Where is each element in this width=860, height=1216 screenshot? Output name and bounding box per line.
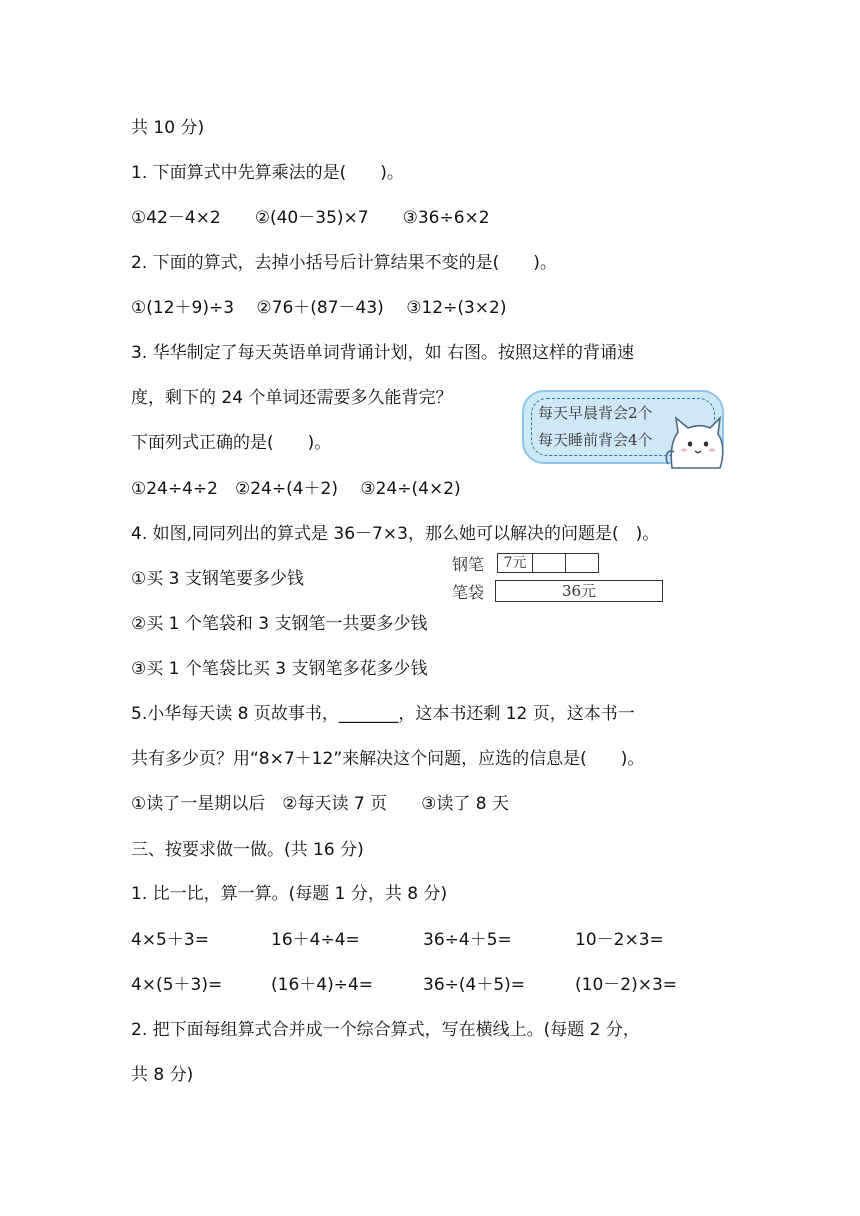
calc-item: 4×5＋3= (131, 930, 209, 950)
question-4-option-3: ③买 1 个笔袋比买 3 支钢笔多花多少钱 (131, 659, 428, 679)
pen-label: 钢笔 (452, 555, 485, 574)
memo-line-2: 每天睡前背会4个 (538, 431, 653, 449)
question-2-options: ①(12＋9)÷3 ②76＋(87－43) ③12÷(3×2) (131, 298, 507, 318)
question-2: 2. 下面的算式，去掉小括号后计算结果不变的是( )。 (131, 253, 557, 273)
bag-label: 笔袋 (452, 583, 485, 602)
calc-item: (16＋4)÷4= (271, 975, 374, 995)
calc-item: 4×(5＋3)= (131, 975, 223, 995)
calc-item: 16＋4÷4= (271, 930, 360, 950)
pen-box-2 (532, 553, 566, 573)
cat-icon (664, 412, 726, 470)
question-3-line-c: 下面列式正确的是( )。 (131, 433, 332, 453)
calc-item: 36÷(4＋5)= (423, 975, 526, 995)
calc-row-2 (131, 973, 677, 997)
bag-box: 36元 (495, 580, 663, 602)
pen-box-1: 7元 (497, 553, 533, 573)
question-3-line-b: 度，剩下的 24 个单词还需要多久能背完？ (131, 388, 453, 408)
question-4: 4. 如图,同同列出的算式是 36－7×3，那么她可以解决的问题是( )。 (131, 524, 660, 544)
question-3-options: ①24÷4÷2 ②24÷(4＋2) ③24÷(4×2) (131, 479, 461, 499)
calc-row-1 (131, 928, 664, 952)
question-4-option-1: ①买 3 支钢笔要多少钱 (131, 569, 304, 589)
pen-box-3 (565, 553, 599, 573)
question-1: 1. 下面算式中先算乘法的是( )。 (131, 163, 404, 183)
section-3-heading: 三、按要求做一做。(共 16 分) (131, 840, 364, 860)
question-5-line-a: 5.小华每天读 8 页故事书，_______，这本书还剩 12 页，这本书一 (131, 704, 635, 724)
line-0: 共 10 分) (131, 118, 205, 138)
section-3-question-2-line-a: 2. 把下面每组算式合并成一个综合算式，写在横线上。(每题 2 分， (131, 1020, 640, 1040)
question-3-line-a: 3. 华华制定了每天英语单词背诵计划，如 右图。按照这样的背诵速 (131, 343, 635, 363)
section-3-question-1: 1. 比一比，算一算。(每题 1 分，共 8 分) (131, 884, 448, 904)
calc-item: 10－2×3= (575, 930, 664, 950)
memo-line-1: 每天早晨背会2个 (538, 404, 653, 422)
calc-item: (10－2)×3= (575, 975, 678, 995)
question-5-options: ①读了一星期以后 ②每天读 7 页 ③读了 8 天 (131, 794, 509, 814)
question-5-line-b: 共有多少页？用“8×7＋12”来解决这个问题，应选的信息是( )。 (131, 749, 645, 769)
section-3-question-2-line-b: 共 8 分) (131, 1065, 194, 1085)
calc-item: 36÷4＋5= (423, 930, 512, 950)
question-1-options: ①42－4×2 ②(40－35)×7 ③36÷6×2 (131, 208, 490, 228)
question-4-option-2: ②买 1 个笔袋和 3 支钢笔一共要多少钱 (131, 614, 428, 634)
